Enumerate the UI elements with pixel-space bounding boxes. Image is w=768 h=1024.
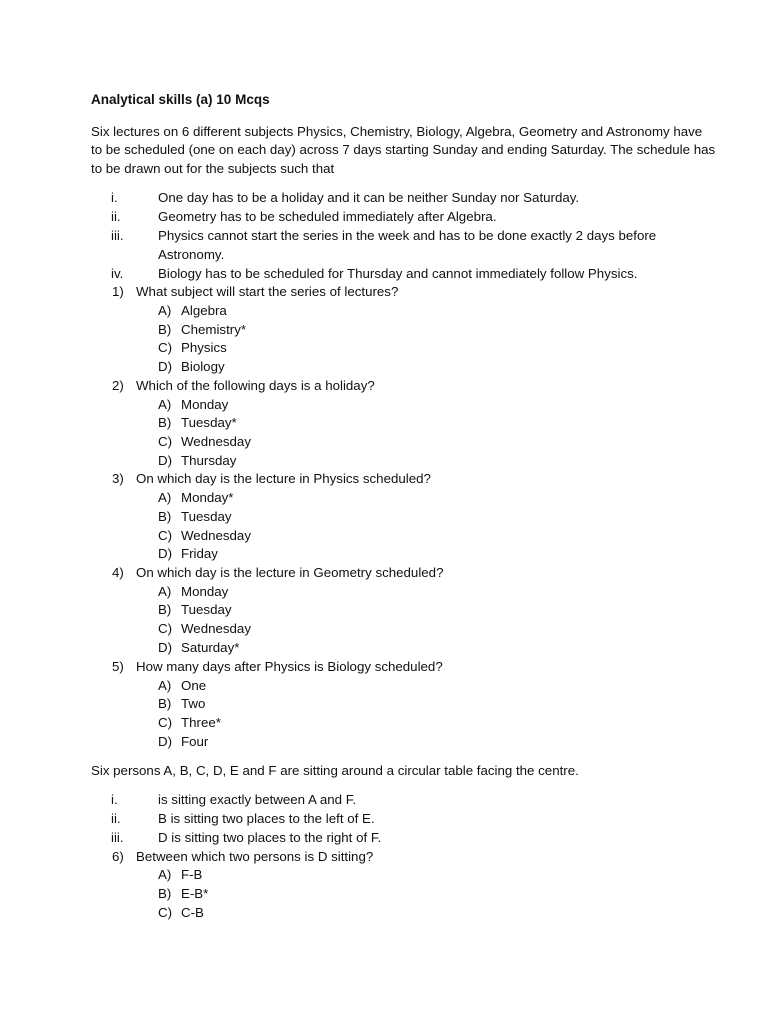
option-letter: D) xyxy=(158,734,173,749)
option-text: Algebra xyxy=(181,303,227,318)
option-letter: C) xyxy=(158,434,173,449)
question-text: On which day is the lecture in Physics scheduled? xyxy=(136,471,431,486)
option-letter: C) xyxy=(158,621,173,636)
question-number: 1) xyxy=(112,284,124,299)
condition-text: Astronomy. xyxy=(158,247,225,262)
option-letter: D) xyxy=(158,546,173,561)
question-number: 3) xyxy=(112,471,124,486)
condition-number: ii. xyxy=(111,811,121,826)
question-text: What subject will start the series of lectures? xyxy=(136,284,399,299)
condition-number: ii. xyxy=(111,209,121,224)
option-text: Wednesday xyxy=(181,621,251,636)
option-letter: D) xyxy=(158,453,173,468)
option-letter: B) xyxy=(158,696,172,711)
condition-text: One day has to be a holiday and it can be neither Sunday nor Saturday. xyxy=(158,190,580,205)
option-text: E-B* xyxy=(181,886,209,901)
option-letter: A) xyxy=(158,678,172,693)
option-text: Tuesday xyxy=(181,509,232,524)
option-letter: A) xyxy=(158,397,172,412)
intro-line: Six lectures on 6 different subjects Physics, Chemistry, Biology, Algebra, Geometry and Astronomy have xyxy=(91,124,703,139)
option-text: Tuesday xyxy=(181,602,232,617)
question-text: On which day is the lecture in Geometry scheduled? xyxy=(136,565,444,580)
option-letter: D) xyxy=(158,359,173,374)
condition-text: Geometry has to be scheduled immediately after Algebra. xyxy=(158,209,497,224)
option-text: C-B xyxy=(181,905,204,920)
option-letter: B) xyxy=(158,415,172,430)
condition-number: iii. xyxy=(111,830,124,845)
option-letter: C) xyxy=(158,340,173,355)
question-number: 5) xyxy=(112,659,124,674)
condition-text: Physics cannot start the series in the week and has to be done exactly 2 days before xyxy=(158,228,657,243)
question-number: 4) xyxy=(112,565,124,580)
question-text: Between which two persons is D sitting? xyxy=(136,849,374,864)
option-letter: D) xyxy=(158,640,173,655)
question-number: 2) xyxy=(112,378,124,393)
option-letter: C) xyxy=(158,905,173,920)
option-text: Three* xyxy=(181,715,221,730)
condition-number: iii. xyxy=(111,228,124,243)
option-text: Wednesday xyxy=(181,434,251,449)
option-text: Monday xyxy=(181,397,229,412)
condition-text: B is sitting two places to the left of E. xyxy=(158,811,375,826)
option-text: Friday xyxy=(181,546,218,561)
option-text: Two xyxy=(181,696,206,711)
option-text: Four xyxy=(181,734,209,749)
option-text: Monday xyxy=(181,584,229,599)
option-letter: B) xyxy=(158,322,172,337)
intro-line: to be scheduled (one on each day) across 7 days starting Sunday and ending Saturday. The schedule has xyxy=(91,142,716,157)
condition-text: D is sitting two places to the right of F. xyxy=(158,830,382,845)
option-letter: A) xyxy=(158,867,172,882)
option-text: F-B xyxy=(181,867,203,882)
option-text: One xyxy=(181,678,207,693)
intro-line: to be drawn out for the subjects such that xyxy=(91,161,335,176)
option-text: Saturday* xyxy=(181,640,240,655)
option-letter: B) xyxy=(158,602,172,617)
option-letter: A) xyxy=(158,584,172,599)
option-letter: A) xyxy=(158,490,172,505)
option-letter: A) xyxy=(158,303,172,318)
option-text: Monday* xyxy=(181,490,234,505)
option-letter: C) xyxy=(158,715,173,730)
intro-line: Six persons A, B, C, D, E and F are sitting around a circular table facing the centre. xyxy=(91,763,579,778)
option-text: Biology xyxy=(181,359,225,374)
option-text: Wednesday xyxy=(181,528,251,543)
option-letter: B) xyxy=(158,886,172,901)
question-text: How many days after Physics is Biology scheduled? xyxy=(136,659,443,674)
question-text: Which of the following days is a holiday? xyxy=(136,378,375,393)
condition-number: i. xyxy=(111,190,118,205)
option-letter: C) xyxy=(158,528,173,543)
condition-number: iv. xyxy=(111,266,124,281)
option-text: Tuesday* xyxy=(181,415,237,430)
question-number: 6) xyxy=(112,849,124,864)
option-text: Chemistry* xyxy=(181,322,247,337)
option-text: Thursday xyxy=(181,453,237,468)
condition-text: is sitting exactly between A and F. xyxy=(158,792,357,807)
condition-number: i. xyxy=(111,792,118,807)
condition-text: Biology has to be scheduled for Thursday and cannot immediately follow Physics. xyxy=(158,266,638,281)
option-text: Physics xyxy=(181,340,227,355)
option-letter: B) xyxy=(158,509,172,524)
document-title: Analytical skills (a) 10 Mcqs xyxy=(91,92,270,107)
